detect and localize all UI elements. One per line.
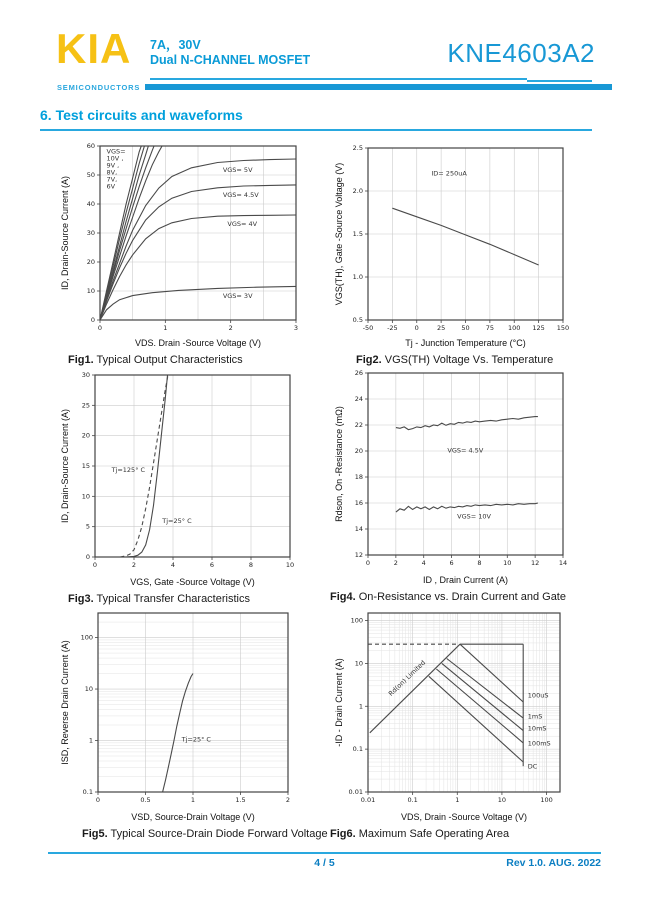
svg-text:0: 0: [97, 324, 103, 332]
svg-text:30: 30: [81, 371, 90, 379]
fig1-caption-label: Fig1.: [68, 354, 94, 366]
svg-text:VGS= 4.5V: VGS= 4.5V: [447, 446, 484, 455]
svg-text:ID, Drain-Source Current (A): ID, Drain-Source Current (A): [60, 408, 70, 524]
svg-text:VGS= 5V: VGS= 5V: [222, 166, 253, 175]
svg-text:10: 10: [81, 492, 90, 501]
svg-text:8: 8: [477, 559, 482, 567]
svg-text:DC: DC: [527, 762, 538, 771]
svg-text:0.5: 0.5: [352, 316, 363, 324]
svg-text:8: 8: [248, 561, 254, 569]
svg-text:0.01: 0.01: [348, 788, 363, 796]
svg-text:10: 10: [285, 561, 295, 569]
svg-text:2: 2: [393, 559, 398, 567]
fig1-plot: [56, 140, 314, 352]
svg-text:VGS=10V ,9V ,8V,7V,6V: VGS= 10V , 9V , 8V, 7V, 6V: [106, 147, 126, 191]
fig2-caption: [330, 354, 592, 366]
fig5-block: [56, 610, 328, 840]
svg-text:1: 1: [88, 736, 93, 745]
svg-text:25: 25: [436, 324, 446, 332]
svg-text:125: 125: [532, 324, 545, 332]
svg-text:1: 1: [163, 324, 168, 332]
svg-text:10mS: 10mS: [527, 724, 547, 733]
svg-text:4: 4: [421, 559, 426, 567]
svg-text:20: 20: [86, 258, 95, 266]
svg-text:10: 10: [503, 559, 512, 567]
svg-text:3: 3: [293, 324, 299, 332]
svg-text:26: 26: [354, 370, 363, 377]
revision-label: Rev 1.0. AUG. 2022: [506, 857, 601, 869]
svg-text:75: 75: [485, 324, 495, 332]
fig4-caption-text: On-Resistance vs. Drain Current and Gate: [355, 591, 566, 603]
svg-text:0: 0: [365, 559, 371, 567]
fig2-caption-text: VGS(TH) Voltage Vs. Temperature: [381, 354, 554, 366]
svg-text:1: 1: [358, 702, 363, 711]
fig1-caption-text: Typical Output Characteristics: [93, 354, 243, 366]
fig5-plot: [56, 610, 314, 826]
svg-text:ID= 250uA: ID= 250uA: [431, 169, 467, 178]
svg-text:40: 40: [86, 200, 95, 208]
fig4-block: [330, 370, 592, 603]
fig6-caption-label: Fig6.: [330, 828, 356, 840]
svg-text:-ID - Drain Current (A): -ID - Drain Current (A): [334, 658, 344, 747]
fig5-caption: [56, 828, 328, 840]
svg-text:1mS: 1mS: [527, 712, 543, 721]
header-rule-thin: [150, 78, 527, 80]
fig5-caption-text: Typical Source-Drain Diode Forward Voltage: [107, 828, 328, 840]
fig2-caption-label: Fig2.: [356, 354, 382, 366]
svg-text:100mS: 100mS: [527, 739, 551, 748]
svg-text:16: 16: [354, 499, 363, 507]
fig3-plot: [56, 370, 314, 591]
svg-text:VDS, Drain -Source Voltage (V): VDS, Drain -Source Voltage (V): [400, 812, 528, 822]
fig2-block: [330, 140, 592, 366]
fig6-block: [330, 610, 592, 840]
svg-text:Tj=25° C: Tj=25° C: [162, 517, 192, 526]
header-rule-thin-right: [527, 80, 592, 82]
svg-text:100: 100: [508, 324, 521, 332]
page-number: 4 / 5: [314, 857, 335, 869]
device-rating: 7A，30V: [150, 38, 201, 52]
svg-text:0.1: 0.1: [82, 788, 93, 796]
svg-text:Tj - Junction Temperature (°C): Tj - Junction Temperature (°C): [405, 338, 526, 348]
fig3-caption: [56, 593, 314, 605]
svg-text:15: 15: [81, 462, 90, 470]
fig4-plot: [330, 370, 592, 589]
svg-text:5: 5: [85, 522, 90, 531]
fig6-caption: [330, 828, 592, 840]
svg-text:100: 100: [350, 616, 363, 625]
svg-text:18: 18: [354, 473, 363, 481]
svg-text:VGS= 10V: VGS= 10V: [457, 512, 491, 521]
svg-text:10: 10: [84, 685, 93, 694]
svg-text:24: 24: [354, 395, 363, 403]
svg-text:Tj=125° C: Tj=125° C: [111, 466, 146, 475]
svg-text:10: 10: [497, 796, 507, 804]
svg-text:20: 20: [81, 431, 90, 440]
kia-logo-subtext: SEMICONDUCTORS: [57, 83, 141, 92]
fig1-caption: [56, 354, 314, 366]
svg-text:VGS(TH), Gate -Source Voltage: VGS(TH), Gate -Source Voltage (V): [334, 162, 344, 306]
fig3-caption-text: Typical Transfer Characteristics: [93, 593, 250, 605]
fig6-caption-text: Maximum Safe Operating Area: [355, 828, 510, 840]
svg-text:14: 14: [558, 559, 568, 567]
fig4-caption: [330, 591, 592, 603]
svg-text:ISD, Reverse Drain Current (A): ISD, Reverse Drain Current (A): [60, 640, 70, 765]
svg-text:-25: -25: [387, 324, 398, 332]
svg-text:10: 10: [354, 659, 363, 668]
svg-text:100: 100: [540, 796, 553, 804]
svg-text:2: 2: [285, 796, 291, 804]
svg-text:0: 0: [414, 324, 419, 332]
svg-text:6: 6: [209, 561, 215, 569]
svg-text:ID , Drain Current (A): ID , Drain Current (A): [422, 575, 509, 585]
fig3-caption-label: Fig3.: [68, 593, 94, 605]
svg-text:50: 50: [461, 324, 470, 332]
fig1-block: [56, 140, 314, 366]
svg-text:VDS. Drain -Source Voltage (V): VDS. Drain -Source Voltage (V): [134, 338, 262, 348]
svg-text:25: 25: [81, 401, 90, 410]
svg-text:2: 2: [228, 324, 233, 332]
svg-text:0: 0: [92, 561, 98, 569]
svg-text:0.1: 0.1: [352, 745, 363, 754]
fig5-caption-label: Fig5.: [82, 828, 108, 840]
header-rule-thick: [145, 84, 612, 90]
svg-text:Rd(on) Limited: Rd(on) Limited: [386, 658, 428, 698]
svg-text:-50: -50: [362, 324, 374, 332]
svg-text:1.0: 1.0: [352, 273, 363, 281]
device-type: Dual N-CHANNEL MOSFET: [150, 53, 311, 67]
svg-text:20: 20: [354, 447, 363, 455]
svg-text:ID, Drain-Source Current (A): ID, Drain-Source Current (A): [60, 175, 70, 291]
svg-text:1.5: 1.5: [235, 796, 246, 804]
svg-text:0.01: 0.01: [360, 796, 376, 804]
svg-text:100uS: 100uS: [527, 691, 549, 700]
svg-text:2.5: 2.5: [352, 144, 363, 152]
svg-text:22: 22: [354, 421, 363, 429]
svg-text:4: 4: [170, 561, 176, 569]
svg-text:150: 150: [556, 324, 570, 332]
svg-text:2: 2: [131, 561, 137, 569]
section-title: 6. Test circuits and waveforms: [40, 107, 243, 123]
svg-text:1: 1: [455, 796, 460, 804]
svg-text:0: 0: [90, 316, 95, 324]
kia-logo: KIA: [56, 25, 132, 72]
svg-text:1.5: 1.5: [352, 230, 363, 238]
section-underline: [40, 129, 592, 131]
svg-text:VGS, Gate -Source Voltage (V): VGS, Gate -Source Voltage (V): [130, 577, 255, 587]
svg-text:0.5: 0.5: [140, 796, 151, 804]
svg-text:0.1: 0.1: [407, 796, 418, 804]
svg-text:VGS= 3V: VGS= 3V: [222, 291, 253, 300]
svg-text:VSD, Source-Drain Voltage (V): VSD, Source-Drain Voltage (V): [131, 812, 255, 822]
svg-text:14: 14: [354, 525, 363, 533]
svg-text:10: 10: [86, 287, 95, 295]
svg-text:12: 12: [354, 551, 363, 559]
fig3-block: [56, 370, 314, 605]
svg-text:0: 0: [85, 553, 90, 561]
part-number: KNE4603A2: [447, 38, 595, 68]
svg-text:2.0: 2.0: [352, 187, 363, 195]
footer-rule: [48, 852, 601, 854]
svg-text:1: 1: [190, 796, 196, 804]
svg-text:Rdson, On -Resistance (mΩ): Rdson, On -Resistance (mΩ): [334, 406, 344, 522]
svg-text:50: 50: [86, 171, 95, 179]
fig6-plot: [330, 610, 592, 826]
svg-text:12: 12: [531, 559, 540, 567]
svg-text:100: 100: [80, 633, 93, 642]
svg-text:VGS= 4V: VGS= 4V: [227, 219, 258, 228]
svg-text:30: 30: [86, 229, 95, 237]
svg-text:6: 6: [449, 559, 454, 567]
fig2-plot: [330, 140, 592, 352]
svg-text:0: 0: [95, 796, 101, 804]
svg-text:VGS= 4.5V: VGS= 4.5V: [222, 190, 259, 199]
svg-text:60: 60: [86, 142, 95, 150]
svg-text:Tj=25° C: Tj=25° C: [181, 735, 211, 744]
fig4-caption-label: Fig4.: [330, 591, 356, 603]
